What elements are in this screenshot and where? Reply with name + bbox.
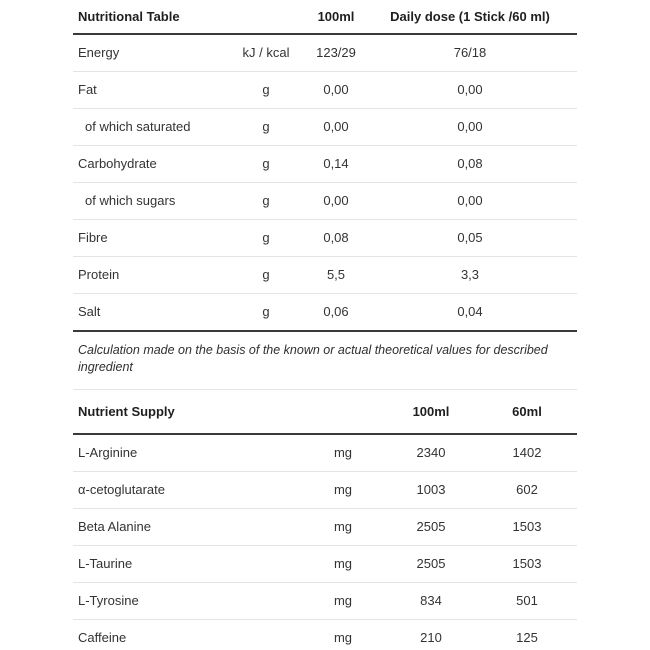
column-header-60ml: 60ml	[512, 403, 542, 419]
row-unit: g	[262, 267, 270, 282]
column-header-100ml: 100ml	[412, 403, 450, 419]
row-unit: mg	[333, 630, 353, 645]
row-value-daily: 0,00	[457, 119, 483, 134]
row-value-100ml: 5,5	[326, 267, 346, 282]
row-value-100ml: 2505	[416, 556, 446, 571]
row-value-daily: 0,05	[457, 230, 483, 245]
column-header-daily-dose: Daily dose (1 Stick /60 ml)	[390, 8, 550, 24]
row-label: of which sugars	[85, 193, 176, 208]
nutrient-supply-header	[73, 390, 577, 433]
row-unit: mg	[333, 445, 353, 460]
row-unit: g	[262, 119, 270, 134]
row-unit: mg	[333, 519, 353, 534]
row-value-100ml: 0,00	[323, 82, 349, 97]
row-label: L-Taurine	[78, 556, 133, 571]
row-label: L-Arginine	[78, 445, 138, 460]
table-row-saturated	[73, 109, 577, 146]
row-value-100ml: 1003	[416, 482, 446, 497]
table-row-l-tyrosine	[73, 583, 577, 620]
row-label: L-Tyrosine	[78, 593, 139, 608]
row-value-60ml: 501	[516, 593, 538, 608]
table-row-beta-alanine	[73, 509, 577, 546]
table-row-protein	[73, 257, 577, 294]
table-row-fat	[73, 72, 577, 109]
table-row-l-taurine	[73, 546, 577, 583]
row-unit: g	[262, 156, 270, 171]
calculation-note: Calculation made on the basis of the known or actual theoretical values for described ingredient	[78, 343, 548, 374]
column-header-100ml: 100ml	[317, 8, 355, 24]
row-unit: kJ / kcal	[242, 45, 290, 60]
table-row-sugars	[73, 183, 577, 220]
row-value-100ml: 0,00	[323, 119, 349, 134]
row-value-100ml: 834	[420, 593, 442, 608]
row-value-60ml: 1503	[512, 519, 542, 534]
row-label: of which saturated	[85, 119, 191, 134]
row-value-100ml: 0,00	[323, 193, 349, 208]
row-unit: mg	[333, 482, 353, 497]
table-row-caffeine	[73, 620, 577, 650]
row-value-100ml: 0,08	[323, 230, 349, 245]
row-value-60ml: 1503	[512, 556, 542, 571]
row-value-daily: 0,00	[457, 193, 483, 208]
nutrient-supply-table	[73, 390, 577, 650]
table-row-carbohydrate	[73, 146, 577, 183]
row-unit: g	[262, 193, 270, 208]
row-value-60ml: 1402	[512, 445, 542, 460]
row-value-daily: 0,00	[457, 82, 483, 97]
row-value-60ml: 125	[516, 630, 538, 645]
nutritional-table-title: Nutritional Table	[78, 8, 180, 24]
row-label: Carbohydrate	[78, 156, 157, 171]
row-label: Protein	[78, 267, 120, 282]
row-label: Fat	[78, 82, 97, 97]
row-label: Caffeine	[78, 630, 127, 645]
table-row-salt	[73, 294, 577, 330]
row-value-100ml: 210	[420, 630, 442, 645]
row-value-100ml: 123/29	[316, 45, 356, 60]
row-label: α-cetoglutarate	[78, 482, 166, 497]
row-label: Energy	[78, 45, 120, 60]
table-row-fibre	[73, 220, 577, 257]
row-value-100ml: 2505	[416, 519, 446, 534]
row-unit: mg	[333, 593, 353, 608]
table-row-a-cetoglutarate	[73, 472, 577, 509]
row-unit: g	[262, 230, 270, 245]
row-value-daily: 3,3	[460, 267, 480, 282]
row-value-daily: 0,04	[457, 304, 483, 319]
nutritional-table-header	[73, 0, 577, 33]
row-label: Salt	[78, 304, 101, 319]
row-unit: g	[262, 82, 270, 97]
row-unit: mg	[333, 556, 353, 571]
row-label: Beta Alanine	[78, 519, 152, 534]
row-unit: g	[262, 304, 270, 319]
row-value-daily: 0,08	[457, 156, 483, 171]
table-row-l-arginine	[73, 435, 577, 472]
row-value-60ml: 602	[516, 482, 538, 497]
row-value-100ml: 0,14	[323, 156, 349, 171]
nutrition-label	[73, 0, 577, 650]
table-row-energy	[73, 35, 577, 72]
row-value-daily: 76/18	[453, 45, 487, 60]
row-label: Fibre	[78, 230, 108, 245]
nutrient-supply-title: Nutrient Supply	[78, 403, 175, 419]
nutritional-table	[73, 0, 577, 332]
row-value-100ml: 0,06	[323, 304, 349, 319]
row-value-100ml: 2340	[416, 445, 446, 460]
